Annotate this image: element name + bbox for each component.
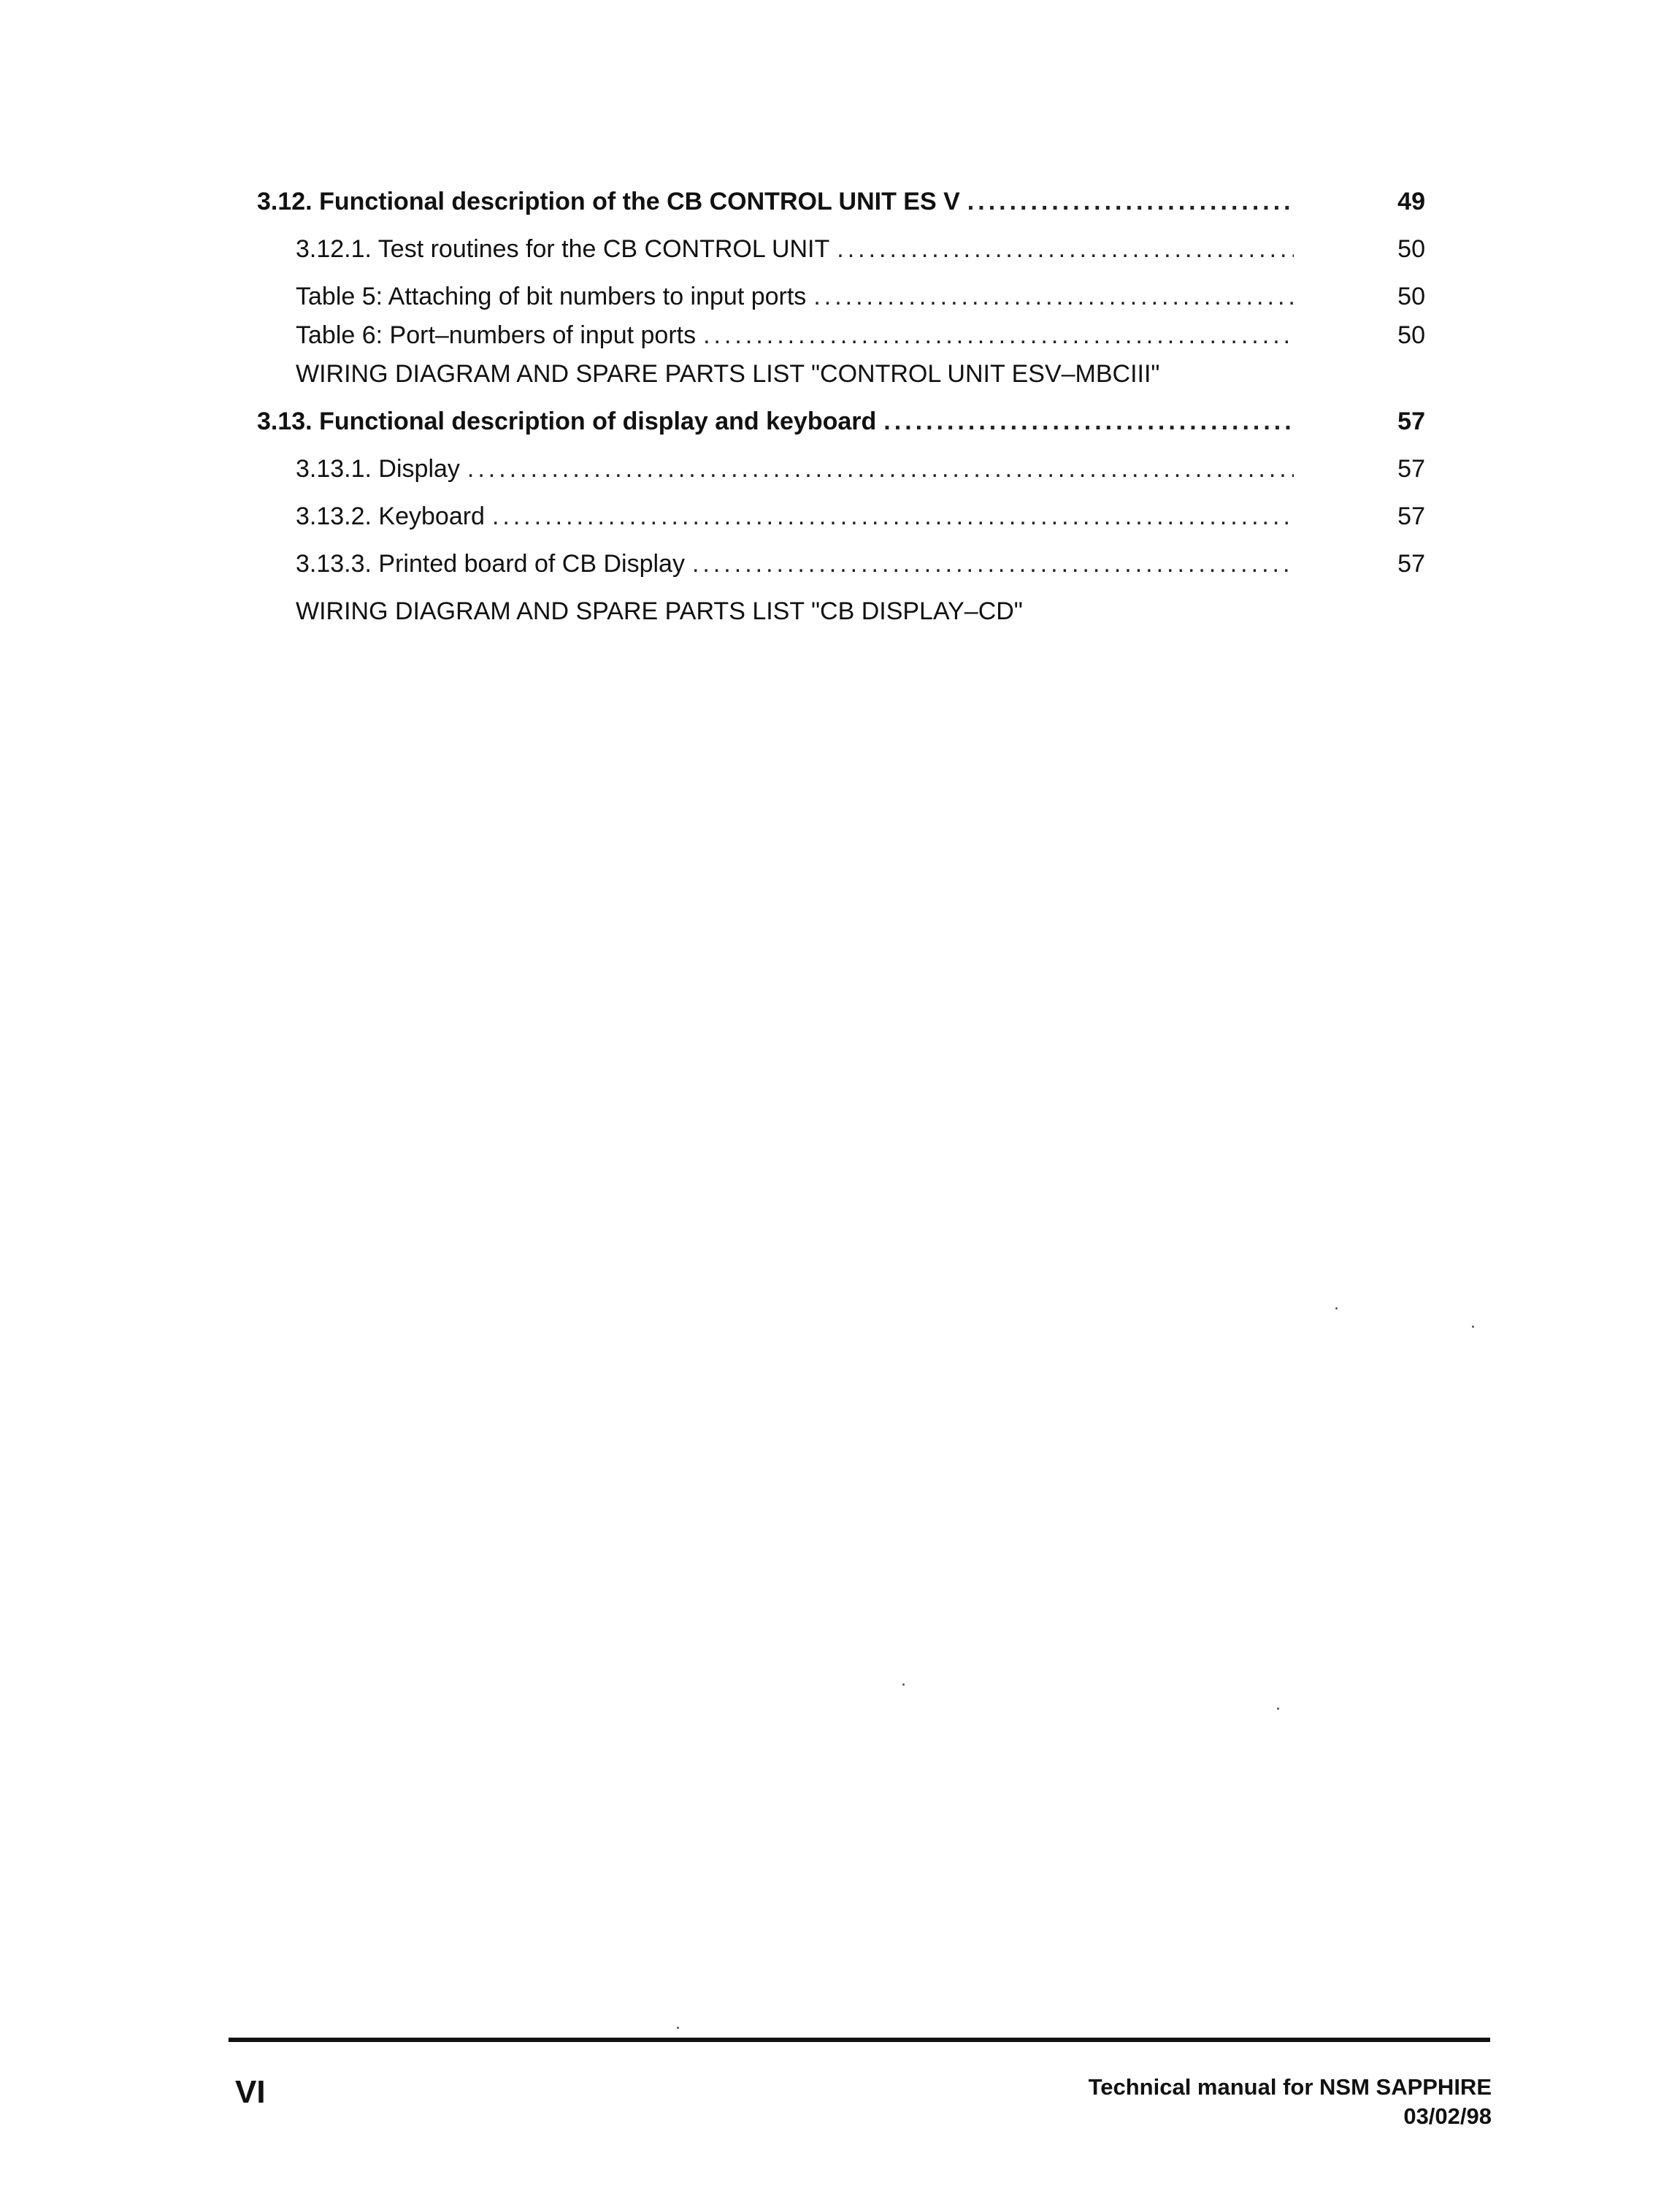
toc-entry-table-5[interactable] bbox=[296, 282, 1298, 311]
footer-info bbox=[1089, 2073, 1492, 2131]
toc-entry-label: 3.13.1. Display bbox=[296, 455, 460, 483]
toc-entry-label: Table 5: Attaching of bit numbers to input ports bbox=[296, 283, 807, 310]
toc-page-number: 57 bbox=[1397, 502, 1425, 530]
toc-page-number: 57 bbox=[1397, 550, 1425, 578]
toc-entry-3-13-3[interactable] bbox=[296, 549, 1298, 578]
toc-entry-label: 3.12. Functional description of the CB CONTROL UNIT ES V bbox=[257, 188, 960, 215]
toc-page-number: 57 bbox=[1397, 455, 1425, 483]
dot-leader bbox=[467, 454, 1294, 483]
toc-page-number: 49 bbox=[1397, 188, 1425, 215]
scan-speck bbox=[1335, 1307, 1338, 1309]
dot-leader bbox=[703, 321, 1294, 350]
toc-entry-label: 3.13.3. Printed board of CB Display bbox=[296, 550, 685, 578]
toc-entry-label: Table 6: Port–numbers of input ports bbox=[296, 321, 697, 349]
toc-wiring-diagram-control-unit[interactable]: WIRING DIAGRAM AND SPARE PARTS LIST "CONTROL UNIT ESV–MBCIII" bbox=[296, 360, 1160, 388]
scan-speck bbox=[902, 1683, 905, 1686]
toc-entry-3-13[interactable] bbox=[257, 407, 1298, 436]
toc-entry-3-13-2[interactable] bbox=[296, 502, 1298, 531]
toc-entry-3-13-1[interactable] bbox=[296, 454, 1298, 483]
scan-speck bbox=[1472, 1326, 1474, 1328]
scan-speck bbox=[677, 2027, 679, 2029]
toc-entry-label: 3.12.1. Test routines for the CB CONTROL UNIT bbox=[296, 235, 830, 263]
dot-leader bbox=[967, 187, 1294, 216]
scan-speck bbox=[1277, 1708, 1279, 1710]
dot-leader bbox=[492, 502, 1294, 531]
dot-leader bbox=[883, 407, 1294, 436]
footer-divider bbox=[229, 2038, 1490, 2042]
toc-entry-table-6[interactable] bbox=[296, 321, 1298, 350]
toc-entry-3-12-1[interactable] bbox=[296, 234, 1298, 264]
toc-wiring-diagram-cb-display[interactable]: WIRING DIAGRAM AND SPARE PARTS LIST "CB DISPLAY–CD" bbox=[296, 597, 1023, 625]
toc-page-number: 50 bbox=[1397, 235, 1425, 263]
manual-title: Technical manual for NSM SAPPHIRE bbox=[1088, 2074, 1492, 2100]
page-number-roman: VI bbox=[235, 2074, 266, 2110]
dot-leader bbox=[692, 549, 1294, 578]
toc-page-number: 50 bbox=[1397, 283, 1425, 310]
toc-page-number: 50 bbox=[1397, 321, 1425, 349]
toc-entry-3-12[interactable] bbox=[257, 187, 1298, 216]
toc-entry-label: 3.13.2. Keyboard bbox=[296, 502, 485, 530]
manual-date: 03/02/98 bbox=[1403, 2103, 1492, 2129]
dot-leader bbox=[837, 234, 1294, 264]
toc-entry-label: 3.13. Functional description of display and keyboard bbox=[257, 408, 877, 435]
dot-leader bbox=[813, 282, 1294, 311]
toc-page-number: 57 bbox=[1397, 408, 1425, 435]
